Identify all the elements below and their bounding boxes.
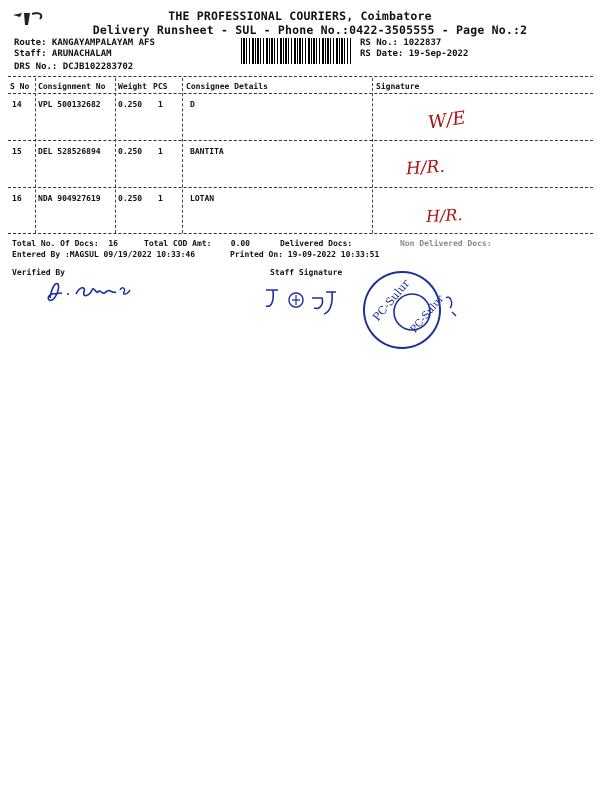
row-pcs: 1 <box>158 147 163 156</box>
rs-date: RS Date: 19-Sep-2022 <box>360 49 469 59</box>
row-weight: 0.250 <box>118 100 143 109</box>
row-sno: 15 <box>12 147 22 156</box>
non-delivered-docs: Non Delivered Docs: <box>400 239 492 248</box>
staff-label: Staff: ARUNACHALAM <box>14 49 112 59</box>
col-consignment: Consignment No <box>38 82 106 91</box>
divider <box>8 187 593 188</box>
route-label: Route: KANGAYAMPALAYAM AFS <box>14 38 155 48</box>
row-signature: H/R. <box>405 156 446 180</box>
staff-signature-label: Staff Signature <box>270 268 343 277</box>
column-separator <box>372 78 373 233</box>
barcode <box>241 38 351 64</box>
row-sno: 14 <box>12 100 22 109</box>
total-cod: Total COD Amt: 0.00 <box>144 239 250 248</box>
row-weight: 0.250 <box>118 194 143 203</box>
column-separator <box>35 78 36 233</box>
row-consignment: DEL 528526894 <box>38 147 101 156</box>
row-sno: 16 <box>12 194 22 203</box>
staff-handwritten-signature <box>260 282 350 322</box>
col-sno: S No <box>10 82 30 91</box>
delivered-docs: Delivered Docs: <box>280 239 353 248</box>
divider <box>8 93 593 94</box>
verified-by-label: Verified By <box>12 268 65 277</box>
row-consignee: BANTITA <box>190 147 224 156</box>
stamp-text-outer: PC-Sulur <box>370 277 413 324</box>
row-pcs: 1 <box>158 194 163 203</box>
row-signature: W/E <box>426 107 467 134</box>
stamp-text-inner: PC-Sulur <box>408 293 447 336</box>
col-consignee: Consignee Details <box>186 82 268 91</box>
runsheet-subtitle: Delivery Runsheet - SUL - Phone No.:0422-3505555 - Page No.:2 <box>92 23 528 37</box>
entered-by: Entered By :MAGSUL 09/19/2022 10:33:46 <box>12 250 196 259</box>
verified-signature <box>40 276 140 312</box>
row-pcs: 1 <box>158 100 163 109</box>
row-signature: H/R. <box>425 205 463 226</box>
divider <box>8 140 593 141</box>
row-consignment: VPL 500132682 <box>38 100 101 109</box>
row-weight: 0.250 <box>118 147 143 156</box>
column-separator <box>115 78 116 233</box>
col-signature: Signature <box>376 82 420 91</box>
divider <box>8 76 593 77</box>
drs-label: DRS No.: DCJB102283702 <box>14 62 134 72</box>
row-consignee: D <box>190 100 195 109</box>
row-consignment: NDA 904927619 <box>38 194 101 203</box>
rs-number: RS No.: 1022837 <box>360 38 442 48</box>
column-separator <box>182 78 183 233</box>
printed-on: Printed On: 19-09-2022 10:33:51 <box>230 250 380 259</box>
col-weight: Weight <box>118 82 147 91</box>
office-stamp <box>350 268 460 356</box>
divider <box>8 233 593 234</box>
row-consignee: LOTAN <box>190 194 215 203</box>
total-docs: Total No. Of Docs: 16 <box>12 239 118 248</box>
col-pcs: PCS <box>153 82 168 91</box>
company-title: THE PROFESSIONAL COURIERS, Coimbatore <box>168 9 432 23</box>
